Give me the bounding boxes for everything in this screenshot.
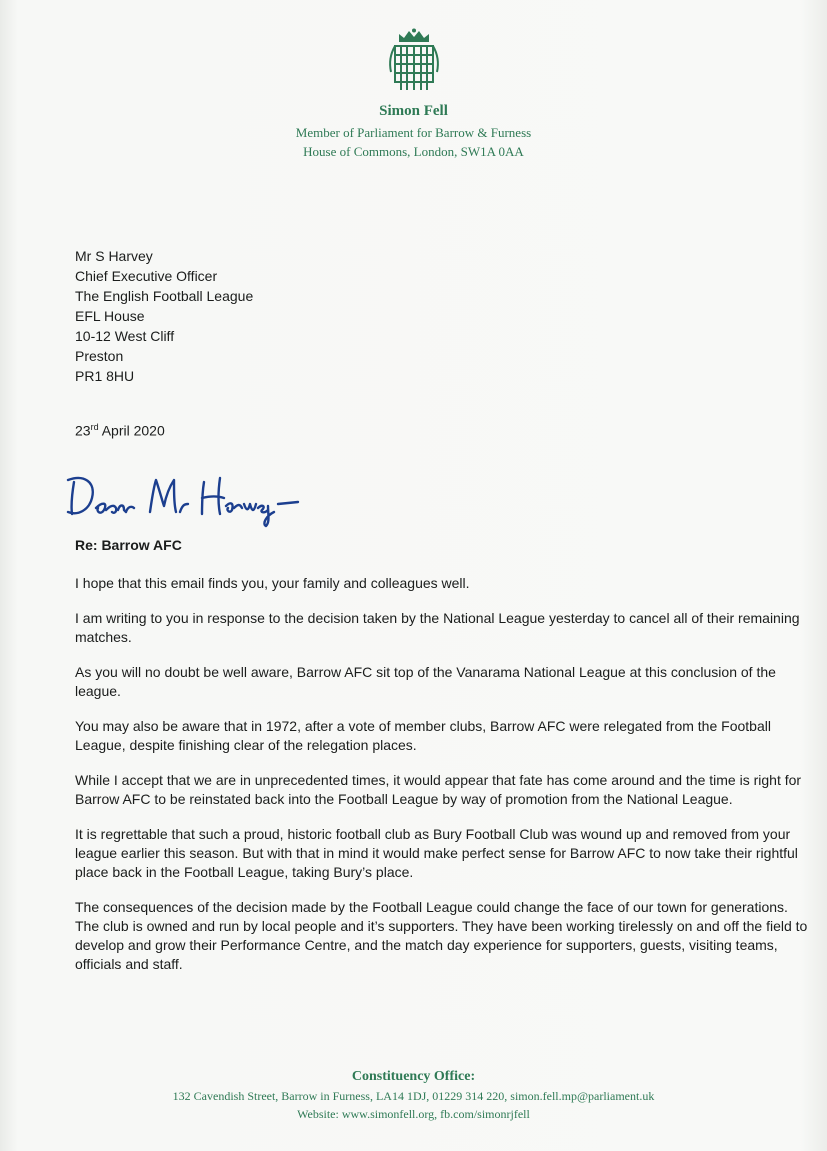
- footer-website: Website: www.simonfell.org, fb.com/simonrjfell: [297, 1107, 530, 1121]
- body-paragraph: You may also be aware that in 1972, after a vote of member clubs, Barrow AFC were relegated from the Football League, despite finishing clear of the relegation places.: [75, 718, 771, 753]
- mp-name: Simon Fell: [379, 103, 448, 119]
- recipient-line: EFL House: [75, 308, 145, 324]
- body-paragraph: As you will no doubt be well aware, Barrow AFC sit top of the Vanarama National League at this conclusion of the league.: [75, 664, 776, 699]
- body-paragraph: I am writing to you in response to the decision taken by the National League yesterday to cancel all of their remaining matches.: [75, 610, 800, 645]
- mp-address: House of Commons, London, SW1A 0AA: [303, 144, 524, 159]
- recipient-line: 10-12 West Cliff: [75, 328, 175, 344]
- recipient-address: [75, 246, 253, 386]
- subject-line: Re: Barrow AFC: [75, 537, 182, 553]
- mp-role: Member of Parliament for Barrow & Furness: [295, 125, 532, 140]
- date-day: 23: [75, 422, 91, 439]
- recipient-line: PR1 8HU: [75, 368, 135, 384]
- body-paragraph: It is regrettable that such a proud, historic football club as Bury Football Club was wound up and removed from your league earlier this season. But with that in mind it would make perfect sense for Barrow AFC to now take their rightful place back in the Football League, taking Bury’s place.: [75, 826, 798, 880]
- body-paragraph: I hope that this email finds you, your family and colleagues well.: [75, 575, 470, 591]
- footer-title: Constituency Office:: [351, 1069, 476, 1084]
- body-paragraph: While I accept that we are in unprecedented times, it would appear that fate has come around and the time is right for Barrow AFC to be reinstated back into the Football League by way of promotion from the National League.: [75, 772, 802, 807]
- recipient-line: The English Football League: [75, 288, 254, 304]
- recipient-line: Preston: [75, 348, 124, 364]
- recipient-line: Mr S Harvey: [75, 248, 153, 264]
- letter-date: [75, 422, 165, 439]
- portcullis-crest-icon: [385, 28, 443, 96]
- recipient-line: Chief Executive Officer: [75, 268, 218, 284]
- footer-address: 132 Cavendish Street, Barrow in Furness, LA14 1DJ, 01229 314 220, simon.fell.mp@parliament.uk: [172, 1089, 655, 1103]
- handwritten-salutation: [62, 468, 302, 528]
- body-paragraph: The consequences of the decision made by the Football League could change the face of our town for generations. The club is owned and run by local people and it’s supporters. They have been working tirelessly on and off the field to develop and grow their Performance Centre, and the match day experience for supporters, guests, visiting teams, officials and staff.: [75, 899, 808, 972]
- date-suffix: rd: [90, 422, 99, 432]
- date-rest: April 2020: [98, 422, 165, 439]
- letter-body: [75, 574, 815, 990]
